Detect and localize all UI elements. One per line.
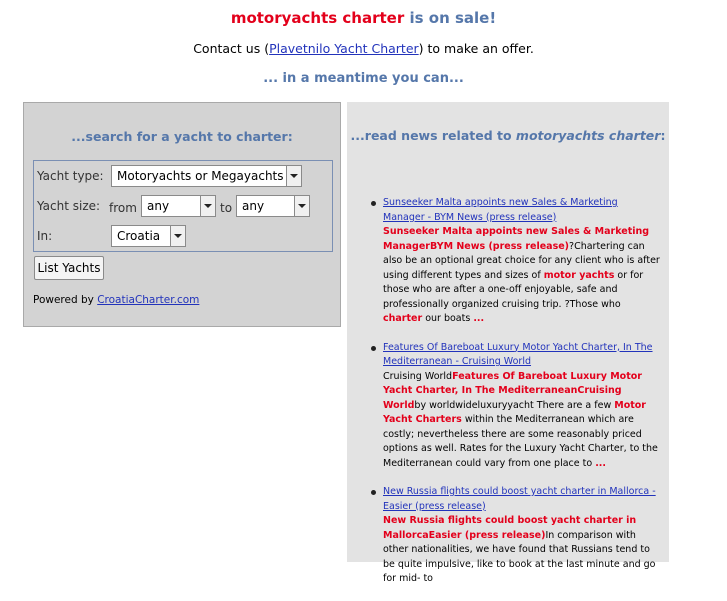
in-label: In: — [37, 229, 53, 243]
location-value: Croatia — [117, 229, 161, 243]
chevron-down-icon — [170, 226, 185, 246]
news-link[interactable]: New Russia flights could boost yacht charter in Mallorca - Easier (press release) — [383, 486, 656, 512]
news-more: ... — [595, 457, 607, 469]
news-lead: Sunseeker Malta appoints new Sales & Marketing ManagerBYM News (press release) — [383, 226, 650, 252]
headline-rest: is on sale! — [404, 9, 497, 27]
news-text: within the Mediterranean which are costly; nevertheless there are some reasonably priced options as well. Rates for the Luxury Yacht Charter, to the Mediterranean could vary from one place to — [383, 414, 658, 469]
yacht-type-select[interactable] — [111, 165, 302, 187]
news-keyword: Motor Yacht Charters — [383, 399, 646, 425]
news-text: by worldwideluxuryyacht There are a few — [414, 399, 615, 411]
news-item — [383, 196, 661, 327]
size-to-value: any — [242, 199, 265, 213]
yacht-size-label: Yacht size: — [37, 199, 101, 213]
size-to-select[interactable] — [236, 195, 310, 217]
news-link[interactable]: Sunseeker Malta appoints new Sales & Marketing Manager - BYM News (press release) — [383, 197, 618, 223]
yacht-type-value: Motoryachts or Megayachts — [117, 169, 284, 183]
news-title-suffix: : — [660, 128, 666, 143]
contact-suffix: ) to make an offer. — [418, 41, 534, 56]
contact-link[interactable]: Plavetnilo Yacht Charter — [269, 41, 419, 56]
page-headline — [0, 9, 727, 27]
news-source: Cruising World — [383, 370, 453, 382]
news-title-prefix: ...read news related to — [350, 128, 516, 143]
news-text: In comparison with other nationalities, we have found that Russians tend to be quite impulsive, like to book at the last minute and go for mid- to — [383, 529, 656, 584]
news-lead: New Russia flights could boost yacht charter in MallorcaEasier (press release) — [383, 515, 637, 541]
news-more: ... — [473, 313, 485, 324]
powered-by — [33, 294, 199, 306]
powered-prefix: Powered by — [33, 294, 98, 306]
news-lead: Features Of Bareboat Luxury Motor Yacht Charter, In The MediterraneanCruising World — [383, 370, 642, 411]
news-keyword: motor yachts — [543, 269, 615, 281]
news-list — [383, 196, 661, 601]
chevron-down-icon — [294, 196, 309, 216]
news-link[interactable]: Features Of Bareboat Luxury Motor Yacht Charter, In The Mediterranean - Cruising World — [383, 341, 653, 367]
yacht-type-label: Yacht type: — [37, 169, 104, 183]
chevron-down-icon — [200, 196, 215, 216]
search-form — [33, 160, 333, 252]
location-select[interactable] — [111, 225, 186, 247]
from-label: from — [109, 201, 137, 215]
search-panel — [23, 102, 341, 327]
news-text: ?Chartering can also be an optional great choice for any client who is after using different types and sizes of — [383, 240, 660, 281]
contact-line — [0, 41, 727, 56]
news-title-topic: motoryachts charter — [515, 128, 661, 143]
news-text: or for those who are after a one-off enjoyable, safe and professionally organized cruising trip. ?Those who — [383, 269, 644, 310]
chevron-down-icon — [286, 166, 301, 186]
news-text: our boats — [422, 313, 474, 324]
news-keyword: charter — [383, 313, 423, 324]
powered-link[interactable]: CroatiaCharter.com — [97, 294, 200, 306]
news-title — [347, 128, 669, 143]
size-from-value: any — [147, 199, 170, 213]
list-yachts-button[interactable]: List Yachts — [34, 256, 104, 280]
size-from-select[interactable] — [141, 195, 216, 217]
headline-highlight: motoryachts charter — [230, 9, 405, 27]
news-panel — [347, 102, 669, 584]
to-label: to — [220, 201, 233, 215]
meantime-text: ... in a meantime you can... — [263, 71, 464, 86]
news-item — [383, 485, 661, 587]
contact-prefix: Contact us ( — [193, 41, 270, 56]
search-title: ...search for a yacht to charter: — [71, 129, 293, 144]
news-item — [383, 341, 661, 472]
